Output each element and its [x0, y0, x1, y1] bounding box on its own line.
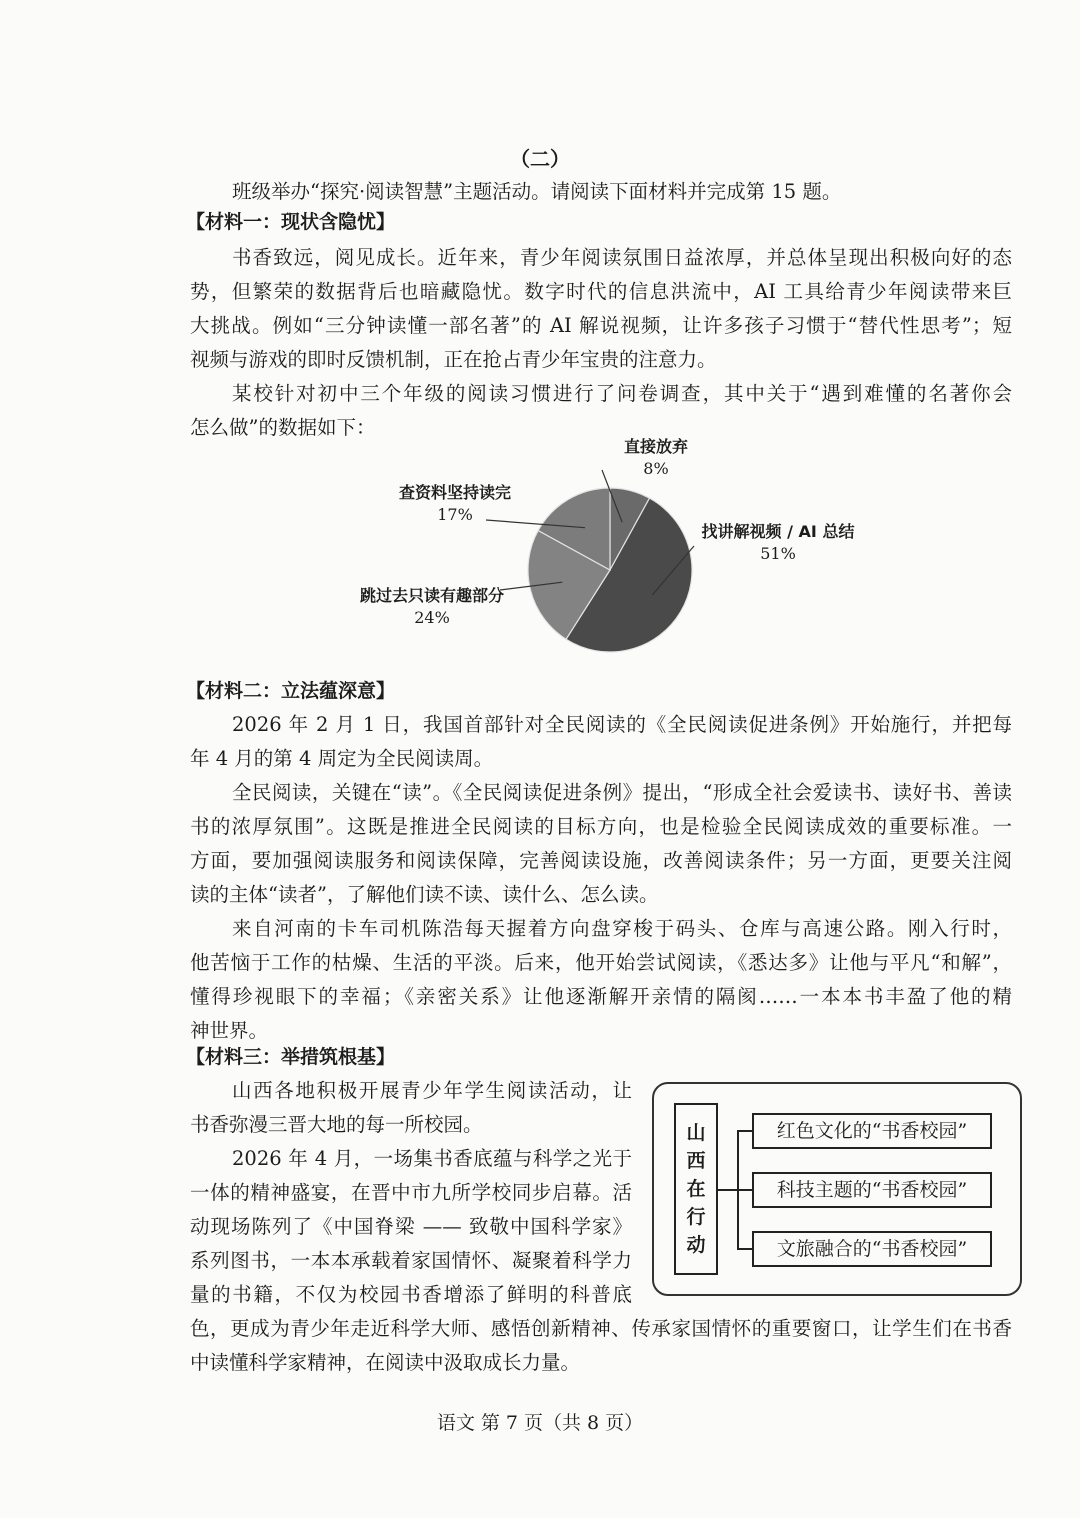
m2-p2-line: 方面，要加强阅读服务和阅读保障，完善阅读设施，改善阅读条件；另一方面，更要关注阅	[190, 849, 1012, 872]
m1-p1-line: 大挑战。例如“三分钟读懂一部名著”的 AI 解说视频，让许多孩子习惯于“替代性思考”；短	[190, 314, 1012, 337]
diagram-root-box	[674, 1103, 718, 1275]
section-title: （二）	[510, 147, 570, 171]
diagram-root-char: 动	[686, 1234, 706, 1256]
page-footer: 语文 第 7 页（共 8 页）	[436, 1412, 644, 1434]
m1-p1-line: 势，但繁荣的数据背后也暗藏隐忧。数字时代的信息洪流中，AI 工具给青少年阅读带来巨	[190, 280, 1012, 303]
m3-p2-line: 动现场陈列了《中国脊梁 —— 致敬中国科学家》	[190, 1215, 632, 1238]
pie-label-value: 24%	[414, 608, 450, 627]
diagram-branch-red-culture: 红色文化的“书香校园”	[752, 1113, 992, 1149]
material-1-heading: 【材料一：现状含隐忧】	[186, 211, 396, 233]
diagram-root-char: 西	[686, 1150, 706, 1172]
diagram-connector	[737, 1189, 753, 1191]
m3-p1-line: 书香弥漫三晋大地的每一所校园。	[190, 1113, 483, 1136]
diagram-root-char: 在	[686, 1178, 706, 1200]
pie-label-give-up	[600, 436, 712, 480]
m3-p2-line: 系列图书，一本本承载着家国情怀、凝聚着科学力	[190, 1249, 632, 1272]
pie-label-name: 直接放弃	[623, 437, 688, 456]
m3-p2-line: 量的书籍，不仅为校园书香增添了鲜明的科普底	[190, 1283, 632, 1306]
m3-p1-line: 山西各地积极开展青少年学生阅读活动，让	[232, 1079, 632, 1102]
m2-p3-line: 神世界。	[190, 1019, 269, 1042]
pie-label-value: 51%	[760, 544, 796, 563]
m1-p2-line: 怎么做”的数据如下：	[190, 416, 376, 439]
pie-label-name: 找讲解视频 / AI 总结	[701, 522, 855, 541]
m2-p2-line: 全民阅读，关键在“读”。《全民阅读促进条例》提出，“形成全社会爱读书、读好书、善读	[232, 781, 1012, 804]
pie-label-value: 8%	[643, 459, 669, 478]
m1-p2-line: 某校针对初中三个年级的阅读习惯进行了问卷调查，其中关于“遇到难懂的名著你会	[232, 382, 1012, 405]
pie-label-value: 17%	[437, 505, 473, 524]
m3-p2-line: 中读懂科学家精神，在阅读中汲取成长力量。	[190, 1351, 581, 1374]
diagram-branch-culture-tourism: 文旅融合的“书香校园”	[752, 1231, 992, 1267]
m2-p2-line: 书的浓厚氛围”。这既是推进全民阅读的目标方向，也是检验全民阅读成效的重要标准。一	[190, 815, 1012, 838]
m2-p1-line: 年 4 月的第 4 周定为全民阅读周。	[190, 747, 494, 770]
diagram-branch-technology: 科技主题的“书香校园”	[752, 1172, 992, 1208]
intro-text: 班级举办“探究·阅读智慧”主题活动。请阅读下面材料并完成第 15 题。	[232, 180, 842, 203]
m1-p1-line: 书香致远，阅见成长。近年来，青少年阅读氛围日益浓厚，并总体呈现出积极向好的态	[232, 246, 1012, 269]
pie-label-name: 跳过去只读有趣部分	[359, 586, 504, 605]
m2-p3-line: 懂得珍视眼下的幸福；《亲密关系》让他逐渐解开亲情的隔阂……一本本书丰盈了他的精	[190, 985, 1012, 1008]
m2-p3-line: 来自河南的卡车司机陈浩每天握着方向盘穿梭于码头、仓库与高速公路。刚入行时，	[232, 917, 1012, 940]
m3-p2-line: 色，更成为青少年走近科学大师、感悟创新精神、传承家国情怀的重要窗口，让学生们在书香	[190, 1317, 1012, 1340]
pie-label-video-ai	[692, 521, 864, 565]
diagram-connector	[737, 1130, 753, 1132]
pie-label-research	[386, 482, 524, 526]
material-3-heading: 【材料三：举措筑根基】	[186, 1046, 396, 1068]
m2-p1-line: 2026 年 2 月 1 日，我国首部针对全民阅读的《全民阅读促进条例》开始施行，并把每	[232, 713, 1012, 736]
diagram-connector	[737, 1248, 753, 1250]
m2-p3-line: 他苦恼于工作的枯燥、生活的平淡。后来，他开始尝试阅读，《悉达多》让他与平凡“和解”，	[190, 951, 1012, 974]
m3-p2-line: 2026 年 4 月，一场集书香底蕴与科学之光于	[232, 1147, 632, 1170]
diagram-root-char: 行	[686, 1206, 706, 1228]
m3-p2-line: 一体的精神盛宴，在晋中市九所学校同步启幕。活	[190, 1181, 632, 1204]
material-2-heading: 【材料二：立法蕴深意】	[186, 680, 396, 702]
diagram-root-char: 山	[686, 1122, 706, 1144]
diagram-connector	[718, 1189, 738, 1191]
pie-label-skip	[346, 585, 518, 629]
m2-p2-line: 读的主体“读者”，了解他们读不读、读什么、怎么读。	[190, 883, 659, 906]
m1-p1-line: 视频与游戏的即时反馈机制，正在抢占青少年宝贵的注意力。	[190, 348, 717, 371]
pie-label-name: 查资料坚持读完	[398, 483, 511, 502]
